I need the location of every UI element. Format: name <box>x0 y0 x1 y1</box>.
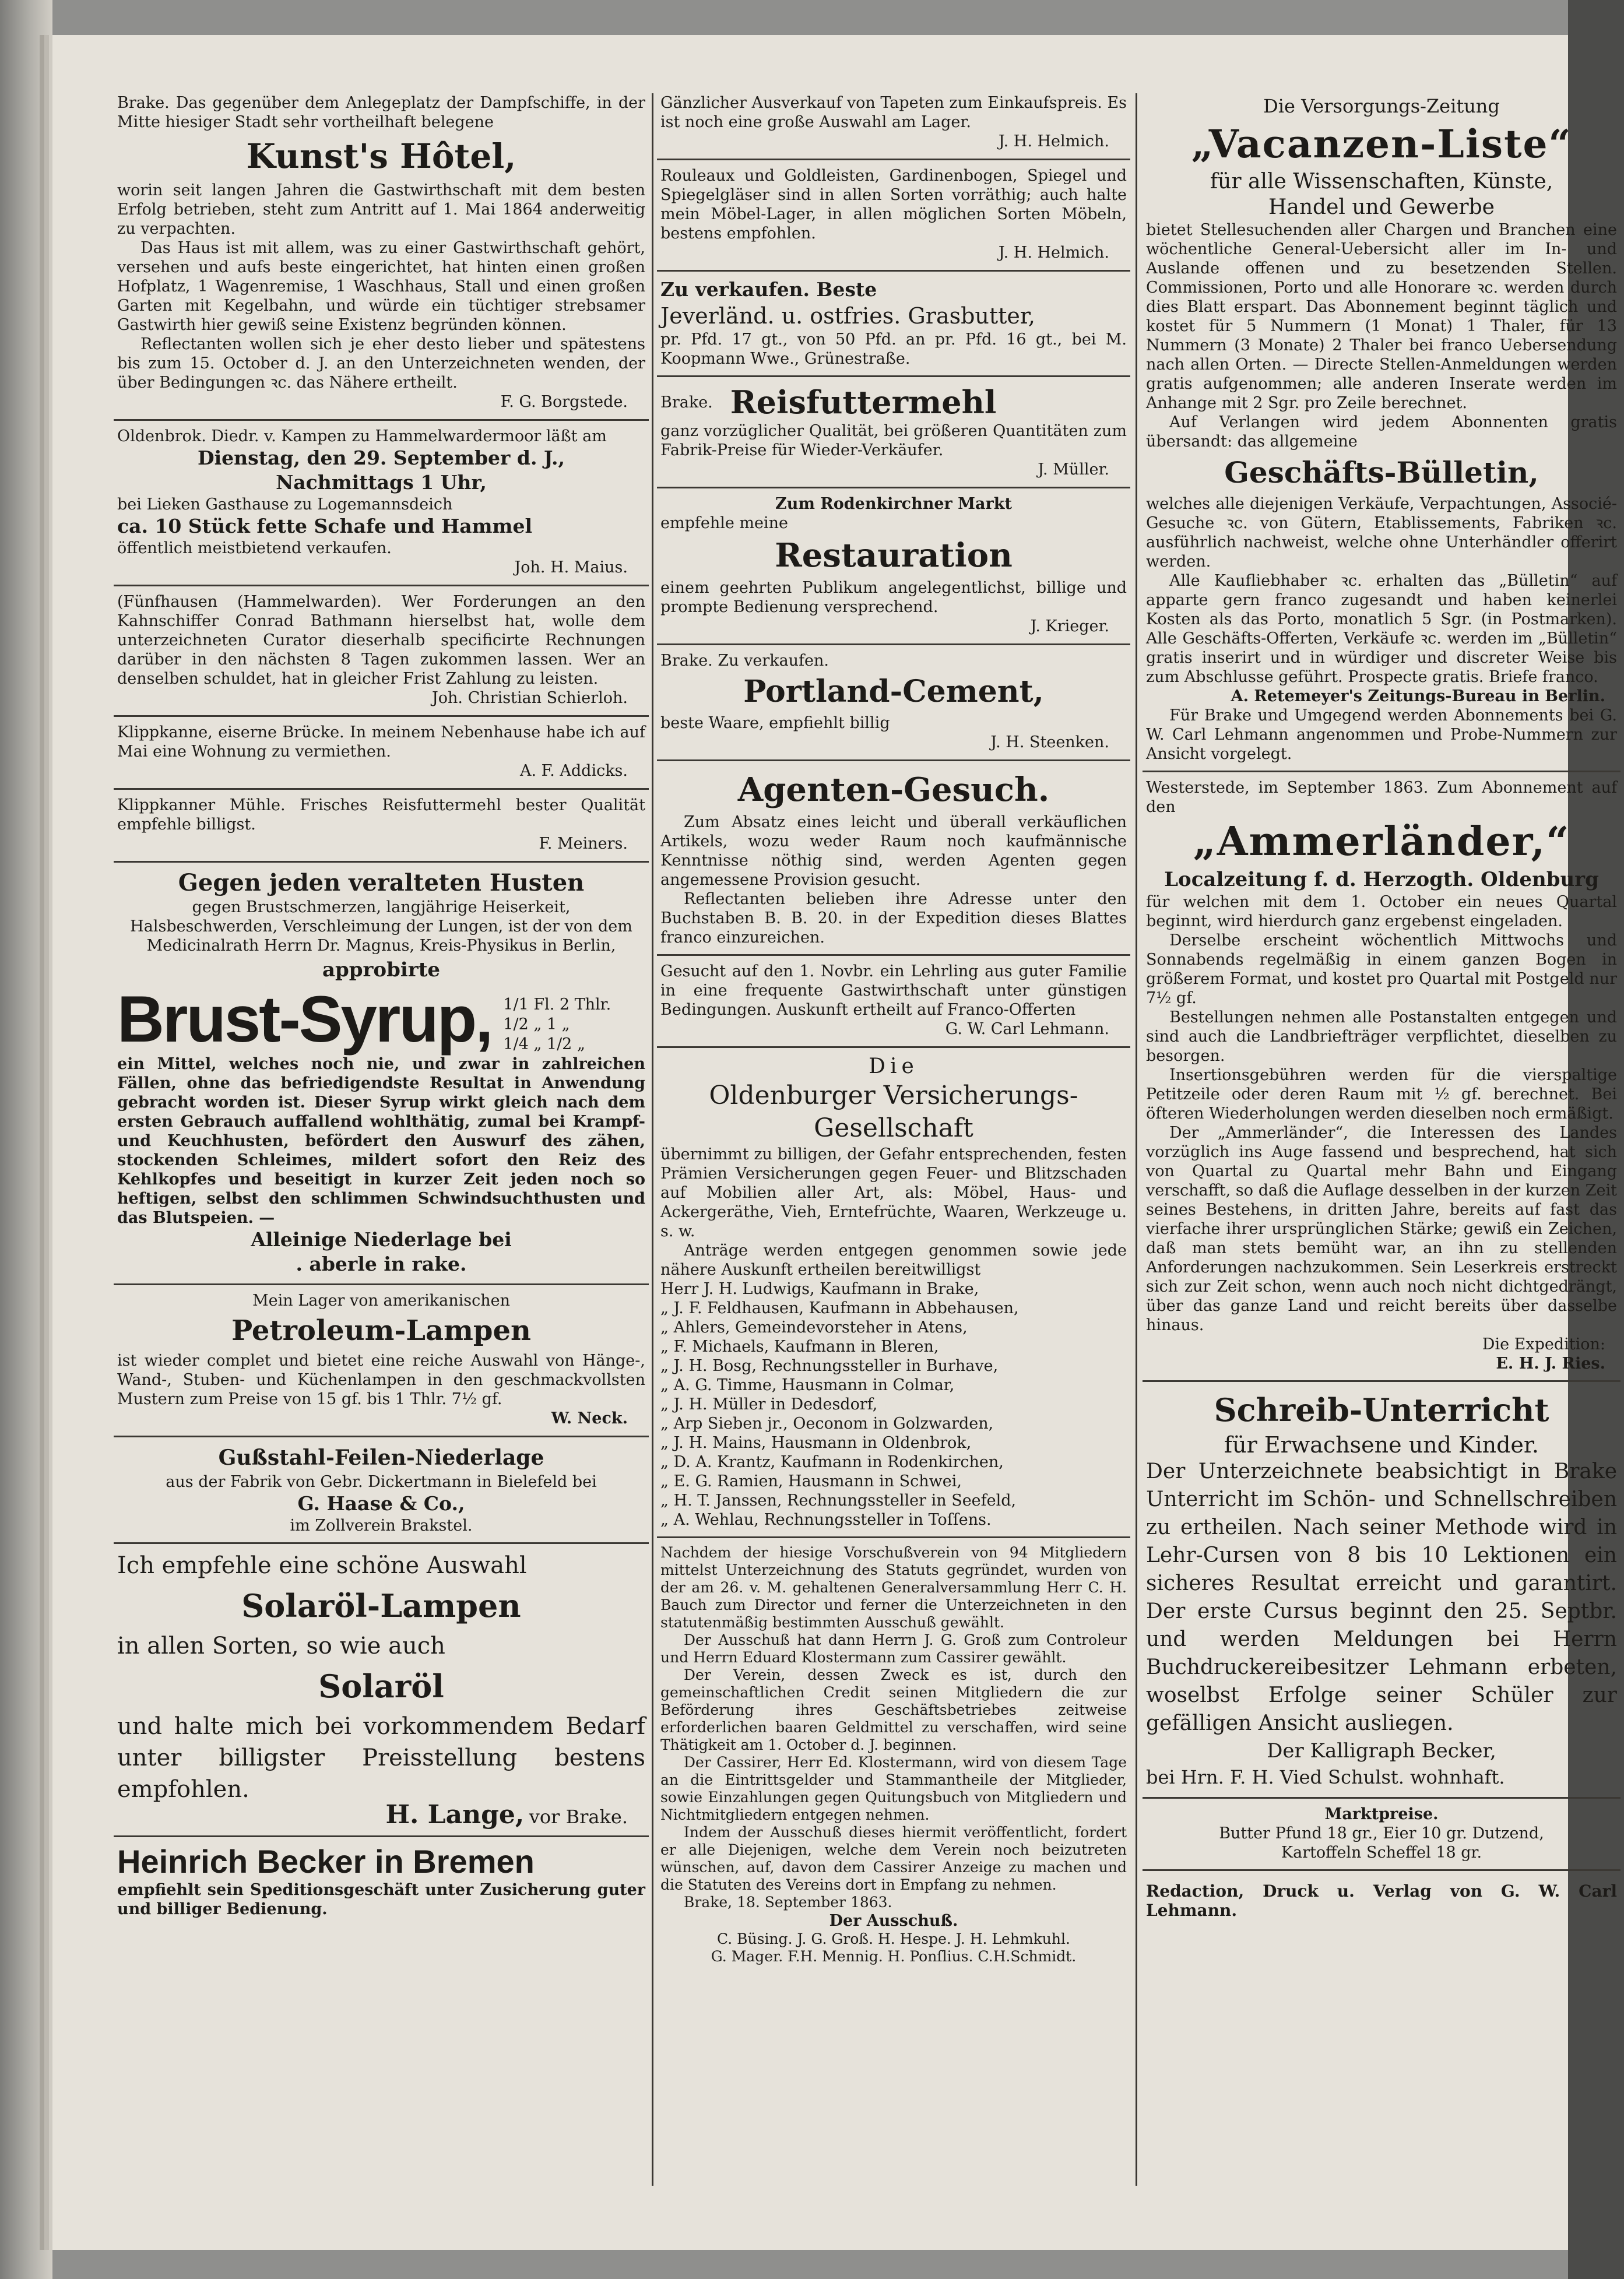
ad-apprentice <box>657 956 1130 1048</box>
rice-heading <box>660 383 1127 421</box>
bank-body: Nachdem der hiesige Vorschußverein von 94 Mitgliedern mittelst Unterzeichnung des Statuts gegründet, wurden von der am 26. v. M. gehaltenen Generalversammlung Herr C. H. Bauch zum Director und ferner die Unterzeichneten in den statutenmäßig bestimmten Ausschuß gewählt. <box>660 1544 1127 1631</box>
write-signature: Der Kalligraph Becker, <box>1267 1739 1496 1763</box>
bank-committee: Der Ausschuß. <box>829 1912 958 1930</box>
amm-body: für welchen mit dem 1. October ein neues Quartal beginnt, wird hierdurch ganz ergebenst eingeladen. <box>1146 893 1617 930</box>
lamp-signature: W. Neck. <box>551 1409 628 1427</box>
ad-restauration <box>657 488 1130 645</box>
solar-line: und halte mich bei vorkommendem Bedarf unter billigster Preisstellung bestens empfohlen. <box>117 1713 645 1803</box>
mill-signature: F. Meiners. <box>539 835 628 853</box>
wall-body: Gänzlicher Ausverkauf von Tapeten zum Einkaufspreis. Es ist noch eine große Auswahl am Lager. <box>660 94 1127 131</box>
cement-title: Portland-Cement, <box>743 674 1044 709</box>
bull-body: Für Brake und Umgegend werden Abonnements bei G. W. Carl Lehmann angenommen und Probe-Nummern zur Ansicht vorgelegt. <box>1146 706 1617 763</box>
syrup-depot: Alleinige Niederlage bei <box>251 1228 512 1251</box>
lamp-intro: Mein Lager von amerikanischen <box>252 1292 510 1310</box>
amm-sub: Localzeitung f. d. Herzogth. Oldenburg <box>1164 868 1599 891</box>
ad-butter <box>657 272 1130 377</box>
amm-body: Bestellungen nehmen alle Postanstalten entgegen und sind auch die Landbriefträger verpflichtet, dieselben zu besorgen. <box>1146 1008 1617 1065</box>
amm-title: „Ammerländer,“ <box>1193 818 1570 865</box>
list-item: „ J. H. Mains, Hausmann in Oldenbrok, <box>660 1434 972 1452</box>
cough-title: Gegen jeden veralteten Husten <box>178 869 585 896</box>
write-title: Schreib-Unterricht <box>1214 1391 1549 1429</box>
ad-writing-lessons <box>1143 1382 1621 1799</box>
ins-body: übernimmt zu billigen, der Gefahr entsprechenden, festen Prämien Versicherungen gegen Feuer- und Blitzschaden auf Mobilien aller Art, als: Möbel, Haus- und Ackergeräthe, Vieh, Erntefrüchte, Waaren, Werkzeuge u. s. w. <box>660 1145 1127 1240</box>
syrup-price: 1/1 Fl. 2 Thlr. <box>503 996 611 1014</box>
syrup-price: 1/4 „ 1/2 „ <box>503 1035 585 1053</box>
hotel-body: worin seit langen Jahren die Gastwirthschaft mit dem besten Erfolg betrieben, steht zum Antritt auf 1. Mai 1864 anderweitig zu verpachten. <box>117 181 645 238</box>
solar-sig-place: vor Brake. <box>529 1806 628 1828</box>
ad-vacanzen-liste <box>1143 87 1621 772</box>
creditor-body: (Fünfhausen (Hammelwarden). Wer Forderungen an den Kahnschiffer Conrad Bathmann hierselbst hat, wolle dem unterzeichneten Curator dieserhalb specificirte Rechnungen darüber in den nächsten 8 Tagen zukommen lassen. Wer an denselben schuldet, hat in gleicher Frist Zahlung zu leisten. <box>117 593 645 688</box>
ad-agents <box>657 761 1130 956</box>
ad-creditors <box>114 586 649 717</box>
ad-cement <box>657 645 1130 761</box>
auction-date: Dienstag, den 29. September d. J., <box>198 446 565 469</box>
ad-mill <box>114 790 649 863</box>
cough-approved: approbirte <box>322 958 441 982</box>
cement-head: Brake. Zu verkaufen. <box>660 652 829 670</box>
files-title: Gußstahl-Feilen-Niederlage <box>218 1446 544 1470</box>
bank-names: C. Büsing. J. G. Groß. H. Hespe. J. H. Lehmkuhl. <box>717 1930 1070 1947</box>
list-item: „ H. T. Janssen, Rechnungssteller in Seefeld, <box>660 1492 1017 1510</box>
bank-body: Der Verein, dessen Zweck es ist, durch den gemeinschaftlichen Credit seinen Mitgliedern die zur Beförderung ihres Geschäftsbetriebes zeitweise erforderlichen baaren Geldmittel zu verschaffen, wird seine Thätigkeit am 1. October d. J. beginnen. <box>660 1666 1127 1753</box>
amm-body: Derselbe erscheint wöchentlich Mittwochs und Sonnabends regelmäßig in einem ganzen Bogen in größerem Format, und kostet pro Quartal mit Postgeld nur 7½ gf. <box>1146 931 1617 1007</box>
list-item: „ A. G. Timme, Hausmann in Colmar, <box>660 1376 955 1394</box>
apprentice-signature: G. W. Carl Lehmann. <box>945 1020 1109 1038</box>
rest-body: einem geehrten Publikum angelegentlichst, billige und prompte Bedienung versprechend. <box>660 579 1127 616</box>
list-item: „ J. H. Müller in Dedesdorf, <box>660 1395 878 1413</box>
solar-signature <box>117 1800 645 1830</box>
list-item: Herr J. H. Ludwigs, Kaufmann in Brake, <box>660 1280 979 1298</box>
hotel-intro: Brake. Das gegenüber dem Anlegeplatz der Dampfschiffe, in der Mitte hiesiger Stadt sehr vortheilhaft belegene <box>117 94 645 131</box>
bank-body: Indem der Ausschuß dieses hiermit veröffentlicht, fordert er alle Diejenigen, welche dem Verein noch beizutreten wünschen, auf, davon dem Cassirer Anzeige zu machen und die Statuten des Vereins dort in Empfang zu nehmen. <box>660 1824 1127 1893</box>
vac-sub: für alle Wissenschaften, Künste, <box>1210 170 1553 194</box>
auction-body: Oldenbrok. Diedr. v. Kampen zu Hammelwardermoor läßt am <box>117 427 607 445</box>
butter-head: Zu verkaufen. Beste <box>660 278 877 301</box>
solar-lamps-title: Solaröl-Lampen <box>241 1587 521 1624</box>
rice-head: Brake. <box>660 393 713 412</box>
ad-brust-syrup <box>114 863 649 1285</box>
lamp-body: ist wieder complet und bietet eine reiche Auswahl von Hänge-, Wand-, Stuben- und Küchenlampen in den geschmackvollsten Mustern zum Preise von 15 gf. bis 1 Thlr. 7½ gf. <box>117 1352 645 1408</box>
column-2 <box>657 87 1130 2186</box>
ad-kunst-hotel <box>114 87 649 421</box>
amm-signature: Die Expedition: <box>1482 1335 1605 1353</box>
list-item: „ A. Wehlau, Rechnungssteller in Toſſens. <box>660 1511 992 1529</box>
auction-signature: Joh. H. Maius. <box>514 558 628 576</box>
agent-body: Reflectanten belieben ihre Adresse unter den Buchstaben B. B. 20. in der Expedition dieses Blattes franco einzureichen. <box>660 890 1127 947</box>
market-line: Kartoffeln Scheffel 18 gr. <box>1281 1844 1482 1862</box>
auction-time: Nachmittags 1 Uhr, <box>276 471 487 494</box>
column-1 <box>114 87 649 2186</box>
files-signature: im Zollverein Brakstel. <box>290 1517 473 1535</box>
blinds-signature: J. H. Helmich. <box>998 244 1109 262</box>
becker-title: Heinrich Becker in Bremen <box>117 1843 535 1880</box>
amm-body: Insertionsgebühren werden für die vierspaltige Petitzeile oder deren Raum mit ½ gf. berechnet. Bei öfteren Wiederholungen werden dieselben noch ermäßigt. <box>1146 1066 1617 1123</box>
wall-signature: J. H. Helmich. <box>998 132 1109 150</box>
syrup-title: Brust-Syrup, <box>117 983 492 1056</box>
list-item: „ Arp Sieben jr., Oeconom in Golzwarden, <box>660 1415 994 1433</box>
bull-signature: A. Retemeyer's Zeitungs-Bureau in Berlin. <box>1231 687 1605 705</box>
cough-body: gegen Brustschmerzen, langjährige Heiserkeit, Halsbeschwerden, Verschleimung der Lungen, ist der von dem Medicinalrath Herrn Dr. Magnus, Kreis-Physikus in Berlin, <box>130 898 632 955</box>
bull-title: Geschäfts-Bülletin, <box>1224 455 1539 490</box>
market-line: Butter Pfund 18 gr., Eier 10 gr. Dutzend, <box>1219 1824 1544 1842</box>
rest-intro: empfehle meine <box>660 514 789 532</box>
write-sub: für Erwachsene und Kinder. <box>1224 1432 1539 1458</box>
cement-signature: J. H. Steenken. <box>990 733 1109 751</box>
flat-signature: A. F. Addicks. <box>520 762 628 780</box>
lamp-title: Petroleum-Lampen <box>231 1314 531 1347</box>
agent-body: Zum Absatz eines leicht und überall verkäuflichen Artikels, wozu weder Raum noch kaufmännische Kenntnisse nöthig sind, werden Agenten gegen angemessene Provision gesucht. <box>660 813 1127 889</box>
ad-blinds <box>657 160 1130 272</box>
market-prices <box>1143 1799 1621 1871</box>
list-item: „ J. H. Bosg, Rechnungssteller in Burhave, <box>660 1357 999 1375</box>
rice-signature: J. Müller. <box>1038 460 1109 479</box>
column-rule <box>1136 93 1137 2186</box>
ad-auction <box>114 421 649 586</box>
auction-place: bei Lieken Gasthause zu Logemannsdeich <box>117 495 453 514</box>
ins-die: Die <box>869 1054 919 1078</box>
list-item: „ E. G. Ramien, Hausmann in Schwei, <box>660 1472 962 1490</box>
ad-wallpaper <box>657 87 1130 160</box>
vac-title: „Vacanzen-Liste“ <box>1191 121 1572 167</box>
ad-rice-meal <box>657 377 1130 488</box>
mill-body: Klippkanner Mühle. Frisches Reisfuttermehl bester Qualität empfehle billigst. <box>117 796 645 833</box>
bank-body: Der Cassirer, Herr Ed. Klostermann, wird von diesem Tage an die Eintrittsgelder und Stammantheile der Mitglieder, sowie Einzahlungen gegen Quitungsbuch von Mitgliedern und Nichtmitgliedern entgegen nehmen. <box>660 1754 1127 1823</box>
cement-body: beste Waare, empfiehlt billig <box>660 714 890 732</box>
list-item: „ J. F. Feldhausen, Kaufmann in Abbehausen, <box>660 1299 1019 1317</box>
ad-flat <box>114 717 649 790</box>
files-body: aus der Fabrik von Gebr. Dickertmann in Bielefeld bei <box>166 1473 597 1491</box>
rest-title: Restauration <box>775 536 1013 575</box>
ad-loan-society <box>657 1538 1130 1972</box>
syrup-depot-name: . aberle in rake. <box>296 1253 467 1275</box>
vac-body: Auf Verlangen wird jedem Abonnenten gratis übersandt: das allgemeine <box>1146 413 1617 451</box>
ins-title: Gesellschaft <box>814 1113 973 1143</box>
ad-files <box>114 1437 649 1544</box>
solar-oil-title: Solaröl <box>318 1668 444 1705</box>
auction-end: öffentlich meistbietend verkaufen. <box>117 539 392 557</box>
column-3 <box>1143 87 1621 2186</box>
rest-head: Zum Rodenkirchner Markt <box>775 495 1012 513</box>
amm-head: Westerstede, im September 1863. Zum Abonnement auf den <box>1146 779 1617 816</box>
ad-ammerlaender <box>1143 772 1621 1382</box>
bank-date: Brake, 18. September 1863. <box>684 1894 892 1911</box>
imprint <box>1143 1871 1621 1927</box>
solar-line: in allen Sorten, so wie auch <box>117 1633 445 1659</box>
ins-body: Anträge werden entgegen genommen sowie jede nähere Auskunft ertheilen bereitwilligst <box>660 1242 1127 1279</box>
agent-title: Agenten-Gesuch. <box>737 771 1050 809</box>
amm-signature: E. H. J. Ries. <box>1496 1355 1605 1373</box>
flat-body: Klippkanne, eiserne Brücke. In meinem Nebenhause habe ich auf Mai eine Wohnung zu vermiethen. <box>117 723 645 761</box>
book-binding <box>0 0 52 2279</box>
hotel-title: Kunst's Hôtel, <box>246 136 516 176</box>
hotel-signature: F. G. Borgstede. <box>500 393 628 411</box>
solar-sig-name: H. Lange, <box>385 1800 525 1830</box>
rest-signature: J. Krieger. <box>1030 617 1109 635</box>
ad-solar-oil <box>114 1544 649 1837</box>
bank-body: Der Ausschuß hat dann Herrn J. G. Groß zum Controleur und Herrn Eduard Klostermann zum Cassirer gewählt. <box>660 1631 1127 1666</box>
creditor-signature: Joh. Christian Schierloh. <box>431 689 628 707</box>
syrup-prices <box>503 995 611 1054</box>
auction-item: ca. 10 Stück fette Schafe und Hammel <box>117 515 532 537</box>
solar-line: Ich empfehle eine schöne Auswahl <box>117 1552 527 1579</box>
syrup-row <box>117 984 645 1054</box>
becker-body: empfiehlt sein Speditionsgeschäft unter Zusicherung guter und billiger Bedienung. <box>117 1881 645 1918</box>
syrup-price: 1/2 „ 1 „ <box>503 1015 570 1033</box>
files-signature: G. Haase & Co., <box>297 1492 465 1515</box>
butter-body: pr. Pfd. 17 gt., von 50 Pfd. an pr. Pfd. 16 gt., bei M. Koopmann Wwe., Grünestraße. <box>660 330 1127 368</box>
amm-body: Der „Ammerländer“, die Interessen des Landes vorzüglich ins Auge fassend und besprechend, hat sich von Quartal zu Quartal mehr Bahn und Eingang verschafft, so daß die Auflage desselben in der kurzen Zeit seines Bestehens, in dritten Jahre, bereits auf fast das vierfache ihrer ursprünglichen Stärke; gewiß ein Zeichen, daß man stets bemüht war, an ihn zu stellenden Anforderungen nachzukommen. Sein Leserkreis erstreckt sich zur Zeit schon, wenn auch noch nicht dichtgedrängt, über das ganze Land und reicht bereits über dasselbe hinaus. <box>1146 1124 1617 1334</box>
apprentice-body: Gesucht auf den 1. Novbr. ein Lehrling aus guter Familie in eine frequente Gastwirthschaft unter günstigen Bedingungen. Auskunft ertheilt auf Franco-Offerten <box>660 962 1127 1019</box>
bull-body: welches alle diejenigen Verkäufe, Verpachtungen, Associé-Gesuche ꝛc. von Gütern, Etablissements, Fabriken ꝛc. ausführlich nachweist, welche ohne Unterhändler offerirt werden. <box>1146 495 1617 571</box>
list-item: „ Ahlers, Gemeindevorsteher in Atens, <box>660 1318 968 1337</box>
vac-head: Die Versorgungs-Zeitung <box>1263 95 1500 117</box>
bank-names: G. Mager. F.H. Mennig. H. Ponſlius. C.H.Schmidt. <box>711 1948 1077 1965</box>
market-title: Marktpreise. <box>1324 1805 1439 1823</box>
write-signature: bei Hrn. F. H. Vied Schulst. wohnhaft. <box>1146 1766 1505 1788</box>
ins-title: Oldenburger Versicherungs- <box>709 1081 1078 1110</box>
ad-insurance <box>657 1048 1130 1538</box>
column-rule <box>652 93 653 2186</box>
vac-sub: Handel und Gewerbe <box>1268 195 1495 219</box>
vac-body: bietet Stellesuchenden aller Chargen und Branchen eine wöchentliche General-Uebersicht aller im In- und Auslande offenen und zu besetzenden Stellen. Commissionen, Porto und alle Honorare ꝛc. werden durch dies Blatt erspart. Das Abonnement beginnt täglich und kostet für 5 Nummern (1 Monat) 1 Thaler, für 13 Nummern (3 Monate) 2 Thaler bei franco Uebersendung nach allen Orten. — Directe Stellen-Anmeldungen werden gratis aufgenommen; alle anderen Inserate werden im Anhange mit 2 Sgr. pro Zeile berechnet. <box>1146 221 1617 412</box>
imprint-text: Redaction, Druck u. Verlag von G. W. Carl Lehmann. <box>1146 1881 1617 1920</box>
rice-body: ganz vorzüglicher Qualität, bei größeren Quantitäten zum Fabrik-Preise für Wieder-Verkäufer. <box>660 422 1127 459</box>
list-item: „ D. A. Krantz, Kaufmann in Rodenkirchen, <box>660 1453 1004 1471</box>
write-body: Der Unterzeichnete beabsichtigt in Brake Unterricht im Schön- und Schnellschreiben zu ertheilen. Nach seiner Methode wird in Lehr-Cursen von 8 bis 10 Lektionen ein sicheres Resultat erreicht und garantirt. Der erste Cursus beginnt den 25. Septbr. und werden Meldungen bei Herrn Buchdruckereibesitzer Lehmann erbeten, woselbst Erfolge seiner Schüler zur gefälligen Ansicht ausliegen. <box>1146 1459 1617 1735</box>
ad-petroleum-lamps <box>114 1285 649 1437</box>
hotel-body: Das Haus ist mit allem, was zu einer Gastwirthschaft gehört, versehen und aufs beste eingerichtet, hat hinten einen großen Hofplatz, 1 Wagenremise, 1 Waschhaus, Stall und einen großen Garten mit Kegelbahn, und würde ein tüchtiger strebsamer Gastwirth hier gewiß seine Existenz begründen können. <box>117 239 645 334</box>
hotel-body: Reflectanten wollen sich je eher desto lieber und spätestens bis zum 15. October d. J. an den Unterzeichneten wenden, der über Bedingungen ꝛc. das Nähere ertheilt. <box>117 335 645 392</box>
list-item: „ F. Michaels, Kaufmann in Bleren, <box>660 1338 939 1356</box>
butter-title: Jeverländ. u. ostfries. Grasbutter, <box>660 303 1035 329</box>
ad-heinrich-becker <box>114 1837 649 1926</box>
bull-body: Alle Kaufliebhaber ꝛc. erhalten das „Bülletin“ auf apparte gern franco zugesandt und haben keinerlei Kosten als das Porto, monatlich 5 Sgr. (in Postmarken). Alle Geschäfts-Offerten, Verkäufe ꝛc. werden im „Bülletin“ gratis inserirt und in würdiger und discreter Weise bis zum Abschlusse geführt. Prospecte gratis. Briefe franco. <box>1146 572 1617 686</box>
syrup-body: ein Mittel, welches noch nie, und zwar in zahlreichen Fällen, ohne das befriedigendste Resultat in Anwendung gebracht worden ist. Dieser Syrup wirkt gleich nach dem ersten Gebrauch auffallend wohlthätig, zumal bei Krampf- und Keuchhusten, befördert den Auswurf des zähen, stockenden Schleimes, mildert sofort den Reiz des Kehlkopfes und beseitigt in kurzer Zeit jeden noch so heftigen, selbst den schlimmen Schwindsuchthusten und das Blutspeien. — <box>117 1055 645 1227</box>
agent-list <box>660 1279 1127 1529</box>
rice-title: Reisfuttermehl <box>730 384 997 421</box>
blinds-body: Rouleaux und Goldleisten, Gardinenbogen, Spiegel und Spiegelgläser sind in allen Sorten vorräthig; auch halte mein Möbel-Lager, in allen möglichen Sorten Möbeln, bestens empfohlen. <box>660 167 1127 242</box>
